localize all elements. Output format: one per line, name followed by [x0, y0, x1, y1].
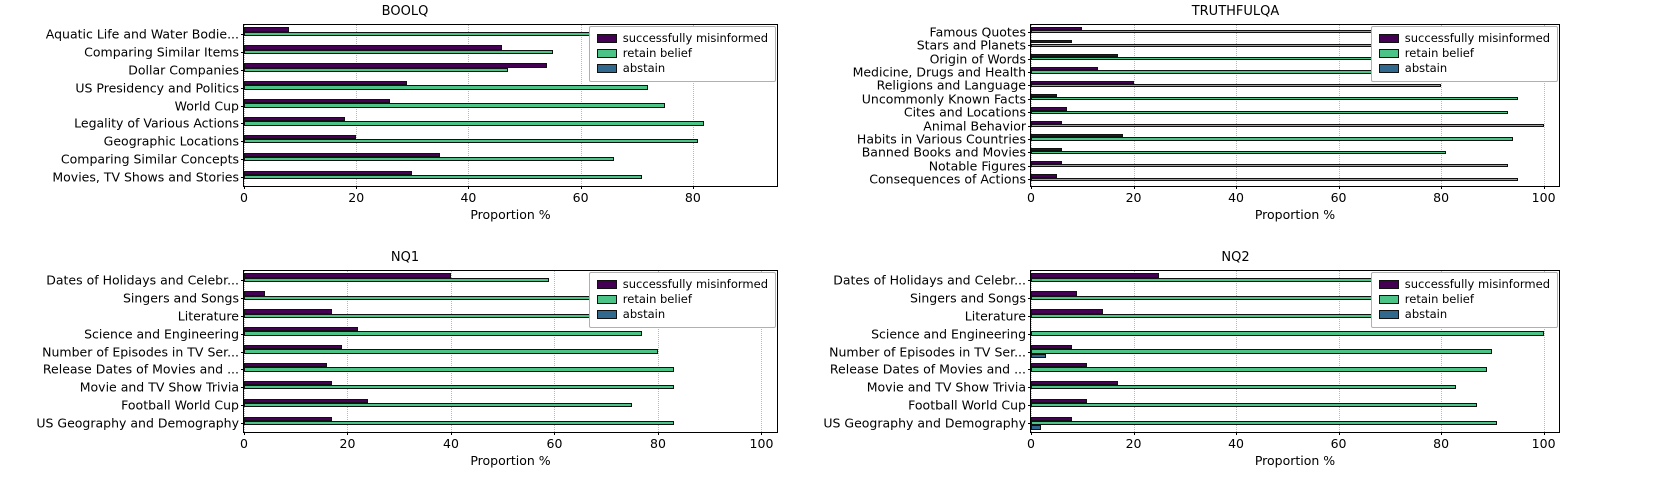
- plot-area-nq1: [36, 270, 778, 468]
- x-tick-label: 60: [572, 190, 589, 205]
- y-tick-label: Medicine, Drugs and Health: [852, 64, 1026, 80]
- x-tick-label: 100: [749, 436, 774, 451]
- plot-area-boolq: [45, 24, 778, 222]
- bar: [1031, 44, 1380, 47]
- x-tick-label: 0: [240, 436, 248, 451]
- legend-item[interactable]: [597, 292, 768, 307]
- legend-swatch: [597, 34, 617, 43]
- x-tick-label: 60: [1330, 436, 1347, 451]
- x-tick-label: 80: [1433, 190, 1450, 205]
- legend-item[interactable]: [597, 31, 768, 46]
- xlabel-nq2: Proportion %: [1254, 453, 1336, 468]
- bar: [244, 385, 674, 389]
- bar: [1031, 97, 1518, 100]
- legend-label: abstain: [622, 306, 666, 321]
- panel-title-nq1: NQ1: [390, 250, 420, 265]
- x-tick-label: 0: [240, 190, 248, 205]
- y-tick-label: Comparing Similar Concepts: [60, 151, 239, 167]
- x-tick-label: 40: [443, 436, 459, 451]
- legend-item[interactable]: [1379, 277, 1550, 292]
- legend-label: retain belief: [1404, 291, 1474, 306]
- y-tick-label: Release Dates of Movies and ...: [42, 361, 239, 377]
- bar: [244, 278, 549, 282]
- bar: [244, 421, 674, 425]
- bar: [1031, 164, 1508, 167]
- bar: [1031, 421, 1497, 425]
- y-tick-label: Number of Episodes in TV Ser...: [829, 344, 1026, 359]
- bar: [244, 50, 553, 54]
- y-tick-label: Science and Engineering: [871, 326, 1026, 342]
- legend-item[interactable]: [597, 277, 768, 292]
- y-tick-label: Singers and Songs: [122, 290, 239, 306]
- legend-swatch: [1379, 295, 1399, 304]
- gridline: [1339, 25, 1341, 186]
- panel-nq2: [823, 246, 1661, 492]
- panel-boolq: [0, 0, 830, 246]
- x-tick-label: 60: [546, 436, 563, 451]
- bar: [1031, 367, 1487, 371]
- y-tick-label: Religions and Language: [876, 77, 1026, 93]
- bar: [244, 157, 614, 161]
- x-tick-label: 100: [1531, 436, 1556, 451]
- plot-area-truthfulqa: [852, 24, 1560, 222]
- panel-title-nq2: NQ2: [1221, 250, 1250, 265]
- legend-label: successfully misinformed: [622, 276, 768, 291]
- bar: [1031, 403, 1477, 407]
- legend-item[interactable]: [1379, 31, 1550, 46]
- bar: [244, 175, 642, 179]
- legend-item[interactable]: [1379, 307, 1550, 322]
- legend-swatch: [1379, 64, 1399, 73]
- y-tick-label: Geographic Locations: [103, 133, 239, 149]
- legend-nq1: [589, 272, 776, 328]
- x-tick-label: 20: [1125, 436, 1142, 451]
- legend-swatch: [597, 280, 617, 289]
- x-tick-label: 80: [1433, 436, 1450, 451]
- legend-label: retain belief: [622, 45, 692, 60]
- legend-item[interactable]: [1379, 61, 1550, 76]
- gridline: [1236, 25, 1238, 186]
- x-tick-label: 40: [1228, 190, 1244, 205]
- bar: [1031, 70, 1380, 73]
- panel-title-boolq: BOOLQ: [381, 4, 429, 19]
- panel-nq1: [0, 246, 830, 492]
- x-tick-label: 40: [460, 190, 477, 205]
- y-tick-label: Science and Engineering: [84, 326, 239, 342]
- bar: [244, 103, 665, 107]
- legend-label: successfully misinformed: [1404, 276, 1550, 291]
- legend-item[interactable]: [1379, 292, 1550, 307]
- y-tick-label: Cites and Locations: [903, 104, 1026, 120]
- xlabel-boolq: Proportion %: [470, 207, 551, 222]
- y-tick-label: Release Dates of Movies and ...: [829, 361, 1026, 377]
- xlabel-truthfulqa: Proportion %: [1254, 207, 1336, 222]
- legend-boolq: [589, 26, 776, 82]
- legend-item[interactable]: [597, 46, 768, 61]
- legend-truthfulqa: [1371, 26, 1558, 82]
- legend-swatch: [1379, 280, 1399, 289]
- y-tick-label: Stars and Planets: [916, 37, 1026, 53]
- y-tick-label: Literature: [964, 308, 1026, 324]
- y-tick-label: Comparing Similar Items: [84, 44, 239, 60]
- legend-label: abstain: [1404, 306, 1448, 321]
- legend-swatch: [597, 64, 617, 73]
- bar: [1031, 354, 1046, 358]
- legend-label: successfully misinformed: [622, 30, 768, 45]
- legend-label: abstain: [622, 60, 666, 75]
- y-tick-label: Famous Quotes: [929, 24, 1026, 40]
- bar: [244, 32, 603, 36]
- bar: [1031, 57, 1380, 60]
- legend-label: successfully misinformed: [1404, 30, 1550, 45]
- y-tick-label: Football World Cup: [908, 397, 1026, 413]
- legend-swatch: [597, 295, 617, 304]
- y-tick-label: Football World Cup: [121, 397, 239, 413]
- legend-swatch: [597, 49, 617, 58]
- y-tick-label: Animal Behavior: [923, 118, 1026, 134]
- bar: [244, 121, 704, 125]
- x-tick-label: 20: [1125, 190, 1142, 205]
- y-tick-label: Notable Figures: [928, 158, 1026, 174]
- y-tick-label: Singers and Songs: [909, 290, 1026, 306]
- bar: [244, 349, 658, 353]
- x-tick-label: 20: [348, 190, 365, 205]
- y-tick-label: World Cup: [174, 98, 239, 113]
- bar: [1031, 124, 1544, 127]
- y-tick-label: US Presidency and Politics: [75, 80, 239, 96]
- bar: [244, 331, 642, 335]
- legend-label: abstain: [1404, 60, 1448, 75]
- x-tick-label: 0: [1027, 436, 1035, 451]
- y-tick-label: Legality of Various Actions: [74, 115, 239, 131]
- panel-truthfulqa: [830, 0, 1661, 246]
- bar: [244, 68, 508, 72]
- legend-swatch: [1379, 34, 1399, 43]
- y-tick-label: Movie and TV Show Trivia: [79, 379, 239, 395]
- y-tick-label: US Geography and Demography: [36, 415, 239, 431]
- bar: [244, 367, 674, 371]
- xlabel-nq1: Proportion %: [470, 453, 551, 468]
- bar: [1031, 331, 1544, 335]
- plot-area-nq2: [823, 270, 1560, 468]
- x-tick-label: 80: [650, 436, 666, 451]
- bar: [1031, 349, 1492, 353]
- y-tick-label: Habits in Various Countries: [856, 131, 1026, 147]
- legend-item[interactable]: [597, 307, 768, 322]
- y-tick-label: Literature: [177, 308, 239, 324]
- y-tick-label: Movie and TV Show Trivia: [866, 379, 1026, 395]
- bar: [1031, 151, 1446, 154]
- x-tick-label: 60: [1330, 190, 1347, 205]
- y-tick-label: US Geography and Demography: [823, 415, 1026, 431]
- x-tick-label: 100: [1531, 190, 1556, 205]
- legend-swatch: [1379, 310, 1399, 319]
- y-tick-label: Dollar Companies: [128, 62, 239, 78]
- legend-item[interactable]: [1379, 46, 1550, 61]
- y-tick-label: Dates of Holidays and Celebr...: [833, 272, 1026, 288]
- y-tick-label: Movies, TV Shows and Stories: [52, 169, 239, 185]
- legend-swatch: [1379, 49, 1399, 58]
- legend-label: retain belief: [1404, 45, 1474, 60]
- x-tick-label: 20: [339, 436, 356, 451]
- y-tick-label: Dates of Holidays and Celebr...: [46, 272, 239, 288]
- bar: [1031, 137, 1513, 140]
- y-tick-label: Origin of Words: [929, 51, 1026, 67]
- legend-nq2: [1371, 272, 1558, 328]
- bar: [244, 85, 648, 89]
- bar: [244, 403, 632, 407]
- gridline: [1134, 25, 1136, 186]
- y-tick-label: Uncommonly Known Facts: [861, 91, 1026, 107]
- y-tick-label: Number of Episodes in TV Ser...: [42, 344, 239, 359]
- bar: [1031, 84, 1441, 87]
- x-tick-label: 40: [1228, 436, 1244, 451]
- bar: [1031, 30, 1380, 33]
- bar: [244, 139, 698, 143]
- legend-label: retain belief: [622, 291, 692, 306]
- bar: [1031, 425, 1041, 429]
- y-tick-label: Consequences of Actions: [869, 171, 1026, 187]
- bar: [1031, 385, 1456, 389]
- x-tick-label: 0: [1027, 190, 1035, 205]
- bar: [1031, 111, 1508, 114]
- y-tick-label: Banned Books and Movies: [861, 144, 1026, 160]
- panel-title-truthfulqa: TRUTHFULQA: [1191, 4, 1280, 19]
- y-tick-label: Aquatic Life and Water Bodie...: [45, 26, 239, 42]
- legend-swatch: [597, 310, 617, 319]
- bar: [1031, 278, 1380, 282]
- bar: [1031, 178, 1518, 181]
- legend-item[interactable]: [597, 61, 768, 76]
- x-tick-label: 80: [684, 190, 701, 205]
